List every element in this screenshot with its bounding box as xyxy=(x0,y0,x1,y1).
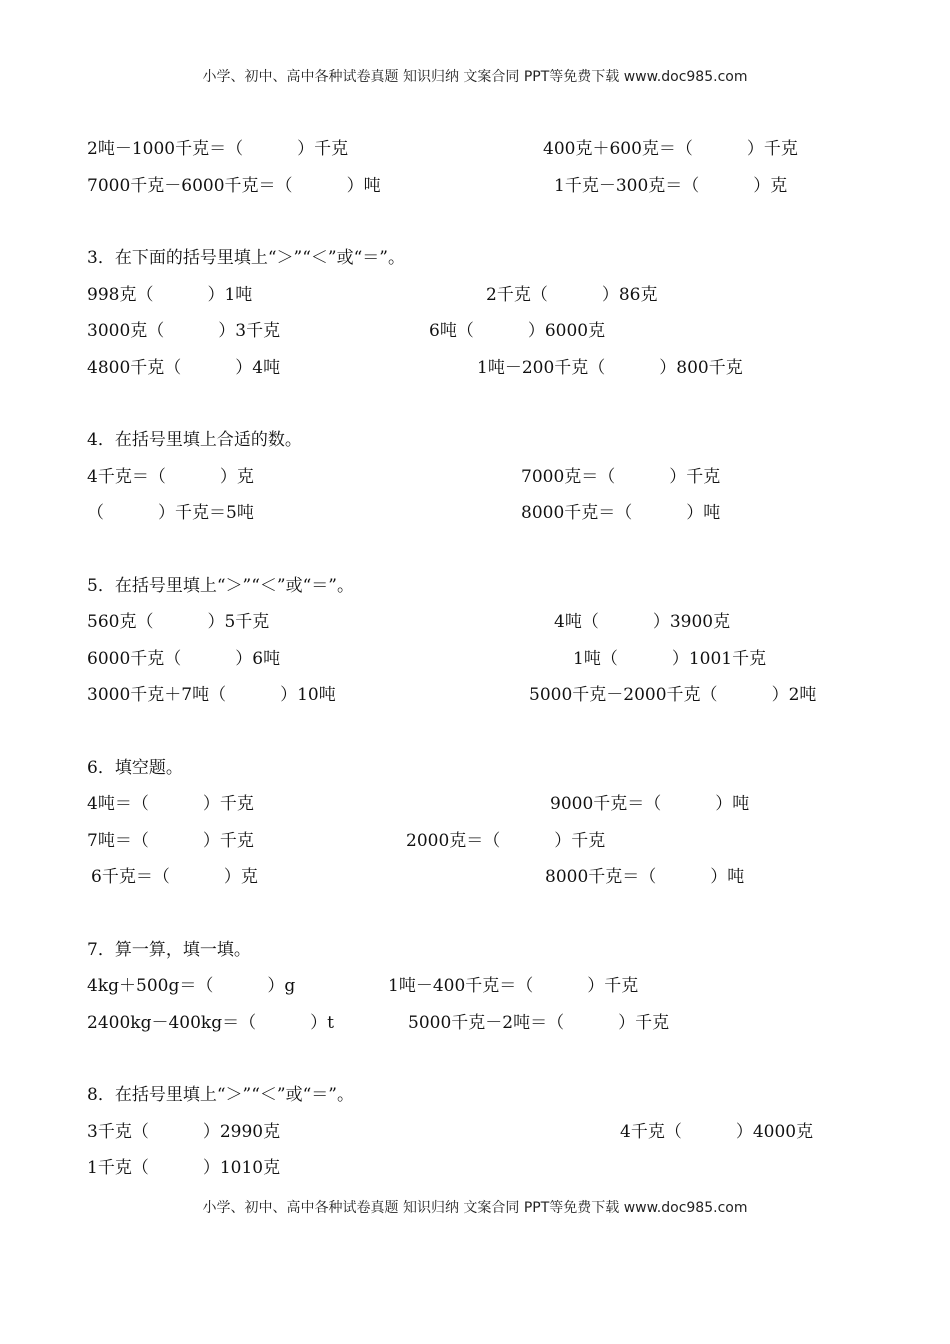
problem-text: 8000千克＝（ ）吨 xyxy=(521,503,721,523)
problem-text: 2400kg－400kg＝（ ）t xyxy=(87,1013,334,1033)
problem-text: 7吨＝（ ）千克 xyxy=(87,831,254,851)
problem-text: 400克＋600克＝（ ）千克 xyxy=(543,139,798,159)
problem-text: 3千克（ ）2990克 xyxy=(87,1122,281,1142)
problem-text: 4吨（ ）3900克 xyxy=(554,612,731,632)
problem-text: 998克（ ）1吨 xyxy=(87,285,253,305)
problem-text: 3000千克＋7吨（ ）10吨 xyxy=(87,685,336,705)
problem-text: 4千克（ ）4000克 xyxy=(620,1122,814,1142)
problem-text: 4kg＋500g＝（ ）g xyxy=(87,976,296,996)
problem-text: 1千克－300克＝（ ）克 xyxy=(554,176,788,196)
problem-text: 5000千克－2000千克（ ）2吨 xyxy=(529,685,817,705)
problem-text: 2千克（ ）86克 xyxy=(486,285,658,305)
problem-text: 4800千克（ ）4吨 xyxy=(87,358,281,378)
problem-text: 6千克＝（ ）克 xyxy=(91,867,258,887)
problem-text: 7000克＝（ ）千克 xyxy=(521,467,721,487)
problem-text: 8000千克＝（ ）吨 xyxy=(545,867,745,887)
problem-text: 3000克（ ）3千克 xyxy=(87,321,281,341)
problem-text: 5000千克－2吨＝（ ）千克 xyxy=(408,1013,670,1033)
question-6-title: 6．填空题。 xyxy=(87,758,183,778)
problem-text: 1吨－400千克＝（ ）千克 xyxy=(388,976,639,996)
problem-text: 9000千克＝（ ）吨 xyxy=(550,794,750,814)
problem-text: 4吨＝（ ）千克 xyxy=(87,794,254,814)
problem-text: 6000千克（ ）6吨 xyxy=(87,649,281,669)
page-header: 小学、初中、高中各种试卷真题 知识归纳 文案合同 PPT等免费下载 www.doc985.com xyxy=(202,69,748,85)
question-7-title: 7．算一算，填一填。 xyxy=(87,940,251,960)
problem-text: 4千克＝（ ）克 xyxy=(87,467,254,487)
problem-text: 560克（ ）5千克 xyxy=(87,612,270,632)
question-3-title: 3．在下面的括号里填上“＞”“＜”或“＝”。 xyxy=(87,248,405,268)
problem-text: 1千克（ ）1010克 xyxy=(87,1158,281,1178)
question-5-title: 5．在括号里填上“＞”“＜”或“＝”。 xyxy=(87,576,354,596)
problem-text: 1吨－200千克（ ）800千克 xyxy=(477,358,743,378)
problem-text: 6吨（ ）6000克 xyxy=(429,321,606,341)
question-8-title: 8．在括号里填上“＞”“＜”或“＝”。 xyxy=(87,1085,354,1105)
problem-text: 1吨（ ）1001千克 xyxy=(573,649,767,669)
problem-text: 7000千克－6000千克＝（ ）吨 xyxy=(87,176,381,196)
problem-text: 2吨－1000千克＝（ ）千克 xyxy=(87,139,349,159)
problem-text: 2000克＝（ ）千克 xyxy=(406,831,606,851)
page-footer: 小学、初中、高中各种试卷真题 知识归纳 文案合同 PPT等免费下载 www.doc985.com xyxy=(202,1200,748,1216)
problem-text: （ ）千克＝5吨 xyxy=(87,503,254,523)
question-4-title: 4．在括号里填上合适的数。 xyxy=(87,430,302,450)
